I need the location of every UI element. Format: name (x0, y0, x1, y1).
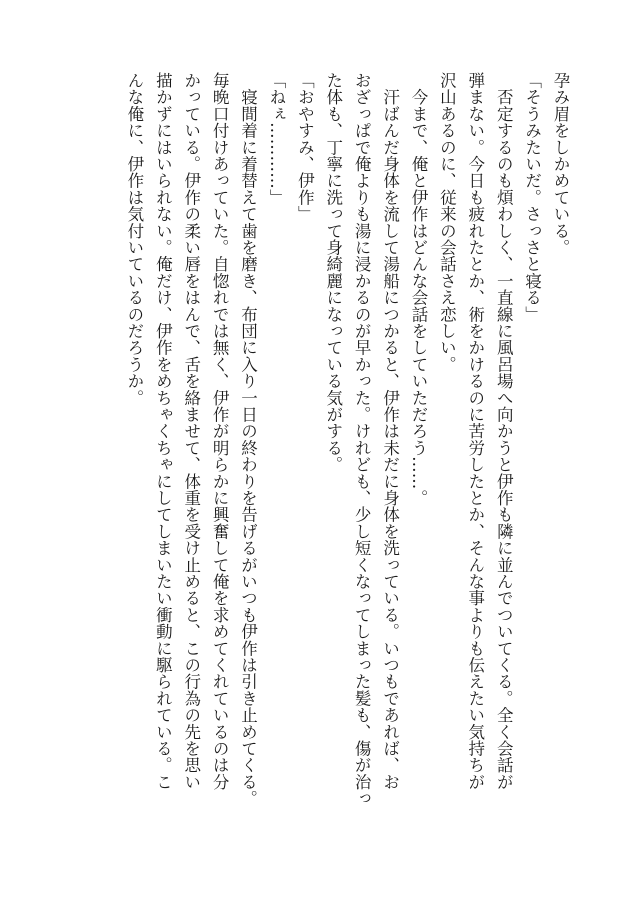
text-line: 汗ばんだ身体を流して湯船につかると、伊作は未だに身体を洗っている。いつもであれば、お (380, 72, 400, 791)
text-line: かっている。伊作の柔い唇をはんで、舌を絡ませて、体重を受け止めると、この行為の先を思い (181, 72, 201, 791)
text-line: 今まで、俺と伊作はどんな会話をしていただろう……。 (408, 72, 428, 507)
text-line: 毎晩口付けあっていた。自惚れでは無く、伊作が明らかに興奮して俺を求めてくれているのは分 (210, 72, 230, 791)
text-line: 孕み眉をしかめている。 (551, 72, 570, 256)
text-line: 「そうみたいだ。さっさと寝る」 (522, 72, 542, 323)
text-line: 弾まない。今日も疲れたとか、術をかけるのに苦労したとか、そんな事よりも伝えたい気持ちが (465, 72, 485, 791)
vertical-text-body (74, 72, 574, 842)
text-line: 否定するのも煩わしく、一直線に風呂場へ向かうと伊作も隣に並んでついてくる。全く会話が (494, 72, 514, 791)
text-line: おざっぱで俺よりも湯に浸かるのが早かった。けれども、少し短くなってしまった髪も、傷が治っ (352, 72, 372, 807)
text-line: 描かずにはいられない。俺だけ、伊作をめちゃくちゃにしてしまいたい衝動に駆られている。こ (153, 72, 173, 791)
text-line: 沢山あるのに、従来の会話さえ恋しい。 (437, 72, 457, 373)
text-line: 寝間着に着替えて歯を磨き、布団に入り一日の終わりを告げるがいつも伊作は引き止めてくる。 (238, 72, 258, 807)
text-line: 「おやすみ、伊作」 (295, 72, 315, 223)
text-line: んな俺に、伊作は気付いているのだろうか。 (124, 72, 144, 406)
text-line: 「ねぇ…………」 (266, 72, 286, 206)
text-line: た体も、丁寧に洗って身綺麗になっている気がする。 (323, 72, 343, 473)
